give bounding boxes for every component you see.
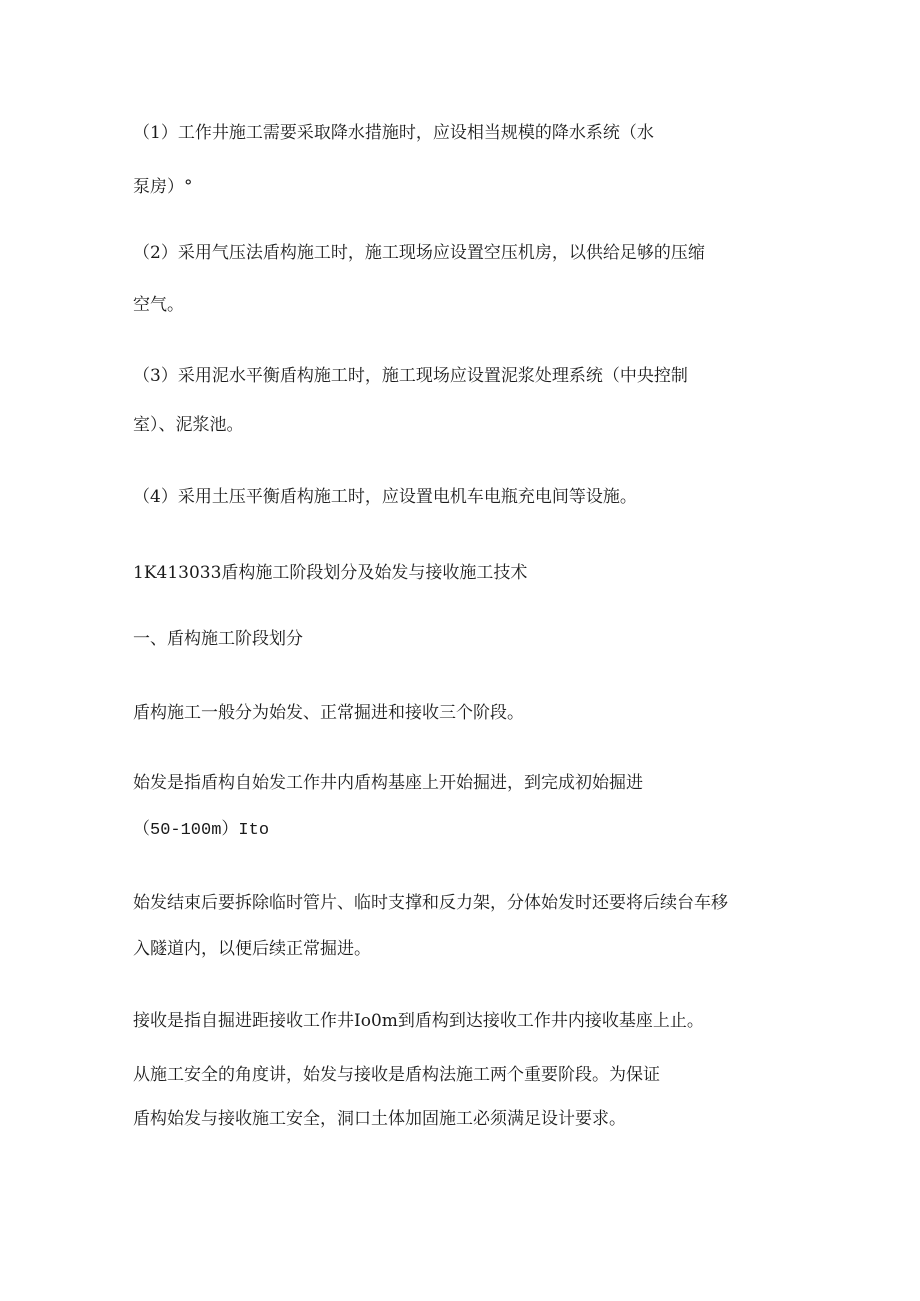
paragraph-3-line-1: （3）采用泥水平衡盾构施工时，施工现场应设置泥浆处理系统（中央控制 bbox=[133, 366, 688, 386]
paragraph-5-line-1: 盾构施工一般分为始发、正常掘进和接收三个阶段。 bbox=[133, 703, 524, 723]
paragraph-1-line-1: （1）工作井施工需要采取降水措施时，应设相当规模的降水系统（水 bbox=[133, 123, 654, 143]
paragraph-6-line-1: 始发是指盾构自始发工作井内盾构基座上开始掘进，到完成初始掘进 bbox=[133, 773, 643, 793]
paragraph-8-line-1: 接收是指自掘进距接收工作井Io0m到盾构到达接收工作井内接收基座上止。 bbox=[133, 1011, 704, 1031]
paragraph-4-line-1: （4）采用土压平衡盾构施工时，应设置电机车电瓶充电间等设施。 bbox=[133, 487, 637, 507]
paragraph-2-line-1: （2）采用气压法盾构施工时，施工现场应设置空压机房，以供给足够的压缩 bbox=[133, 243, 705, 263]
paragraph-3-line-2: 室）、泥浆池。 bbox=[133, 415, 244, 435]
subsection-heading: 一、盾构施工阶段划分 bbox=[133, 629, 303, 649]
paragraph-7-line-2: 入隧道内，以便后续正常掘进。 bbox=[133, 939, 371, 959]
section-heading: 1K413033盾构施工阶段划分及始发与接收施工技术 bbox=[133, 563, 528, 583]
paragraph-1-line-2: 泵房）° bbox=[133, 177, 193, 197]
paragraph-7-line-1: 始发结束后要拆除临时管片、临时支撑和反力架，分体始发时还要将后续台车移 bbox=[133, 893, 728, 913]
paragraph-6-line-2: （50-100m）Ito bbox=[133, 821, 270, 840]
paragraph-9-line-2: 盾构始发与接收施工安全，洞口土体加固施工必须满足设计要求。 bbox=[133, 1109, 626, 1129]
paragraph-9-line-1: 从施工安全的角度讲，始发与接收是盾构法施工两个重要阶段。为保证 bbox=[133, 1065, 660, 1085]
paragraph-2-line-2: 空气。 bbox=[133, 295, 184, 315]
